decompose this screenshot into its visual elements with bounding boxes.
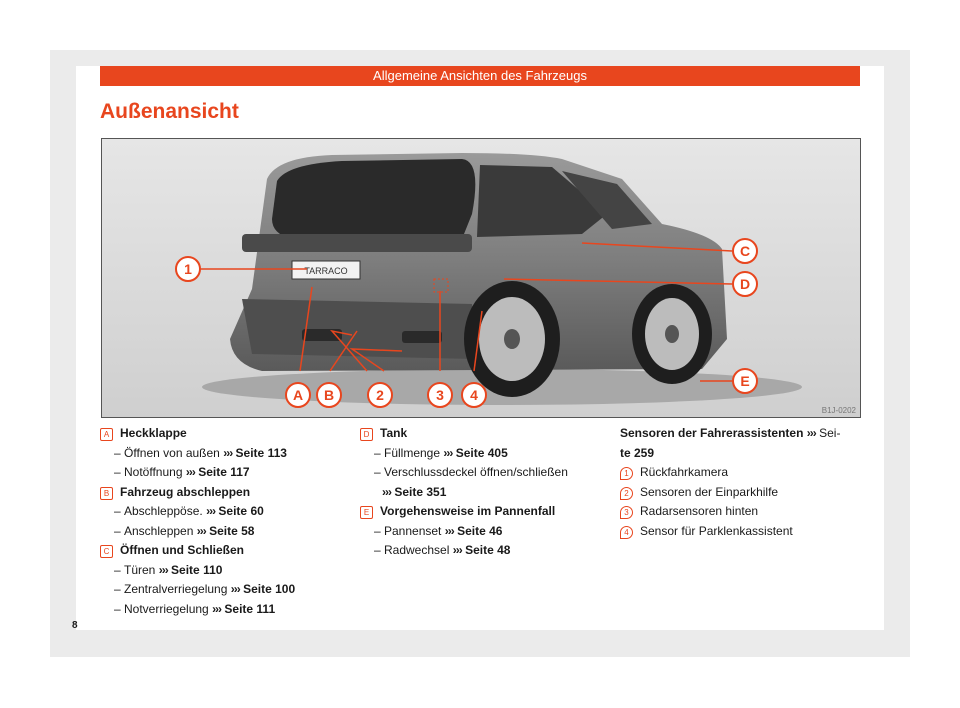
- legend-heading: Heckklappe: [120, 426, 187, 440]
- legend-item: – Zentralverriegelung ››› Seite 100: [114, 582, 296, 596]
- legend-heading: Öffnen und Schließen: [120, 543, 245, 557]
- legend-item: – Radwechsel ››› Seite 48: [374, 543, 511, 557]
- callout-C: [733, 239, 757, 263]
- page-reference-link[interactable]: Seite 405: [455, 445, 508, 460]
- legend-column-3: [620, 424, 860, 541]
- sensor-item: 3 Radarsensoren hinten: [620, 502, 860, 522]
- sensor-number: 1: [620, 467, 633, 480]
- badge-d: D: [360, 428, 373, 441]
- legend-item: – Türen ››› Seite 110: [114, 562, 223, 577]
- rear-window: [272, 159, 475, 239]
- svg-text:D: D: [739, 276, 751, 292]
- legend-item: – Füllmenge ››› Seite 405: [374, 445, 508, 460]
- page-reference-link[interactable]: Seite 113: [235, 445, 287, 460]
- sensor-number: 2: [620, 487, 633, 500]
- page-reference-link[interactable]: Seite 46: [457, 523, 503, 538]
- legend-item: – Notöffnung ››› Seite 117: [114, 465, 250, 479]
- svg-text:4: 4: [470, 387, 478, 403]
- badge-c: C: [100, 545, 113, 558]
- page-reference-link[interactable]: Seite 58: [209, 523, 255, 538]
- sensor-item: 4 Sensor für Parklenkassistent: [620, 522, 860, 542]
- legend-item: – Abschleppöse. ››› Seite 60: [114, 504, 264, 518]
- legend-item: – Öffnen von außen ››› Seite 113: [114, 445, 287, 460]
- sensor-number: 4: [620, 526, 633, 539]
- legend-heading: Vorgehensweise im Pannenfall: [380, 504, 556, 518]
- legend-entry-e: [360, 502, 595, 522]
- car-illustration: [102, 139, 860, 417]
- legend-item: – Notverriegelung ››› Seite 111: [114, 601, 276, 616]
- page-reference-link[interactable]: Seite 117: [198, 465, 250, 479]
- plate-text: TARRACO: [304, 266, 348, 276]
- callout-E: [733, 369, 757, 393]
- callout-1: [176, 257, 200, 281]
- svg-text:3: 3: [436, 387, 444, 403]
- svg-text:E: E: [740, 373, 750, 389]
- page-reference-link[interactable]: Seite 111: [224, 601, 276, 616]
- svg-text:A: A: [292, 387, 304, 403]
- badge-a: A: [100, 428, 113, 441]
- page-reference-link[interactable]: Seite 100: [243, 582, 296, 596]
- legend-heading: Tank: [380, 426, 408, 440]
- badge-b: B: [100, 487, 113, 500]
- sensor-item: 1 Rückfahrkamera: [620, 463, 860, 483]
- vehicle-exterior-figure: [101, 138, 861, 418]
- callout-3: [428, 383, 452, 407]
- legend-item: – Pannenset ››› Seite 46: [374, 523, 503, 538]
- page-reference-link[interactable]: Seite 351: [394, 484, 447, 499]
- callout-2: [368, 383, 392, 407]
- page-reference-link[interactable]: Seite 48: [465, 543, 511, 557]
- legend-column-2: [360, 424, 595, 561]
- sensors-heading: Sensoren der Fahrerassistenten ››› Sei- te 259: [620, 426, 841, 460]
- callout-B: [317, 383, 341, 407]
- legend-column-1: [100, 424, 340, 619]
- exhaust-right: [402, 331, 442, 343]
- page-number: 8: [72, 620, 78, 631]
- legend-item: – Anschleppen ››› Seite 58: [114, 523, 255, 538]
- callout-D: [733, 272, 757, 296]
- page-reference-link[interactable]: Seite 110: [171, 562, 223, 577]
- page-reference-link[interactable]: Sei-: [819, 426, 841, 440]
- legend-item: – Verschlussdeckel öffnen/schließen ››› Seite 351: [374, 465, 568, 499]
- sensor-number: 3: [620, 506, 633, 519]
- tail-light-bar: [242, 234, 472, 252]
- page-title: Außenansicht: [100, 100, 239, 123]
- callout-4: [462, 383, 486, 407]
- svg-text:C: C: [739, 243, 751, 259]
- svg-text:B: B: [323, 387, 335, 403]
- sensor-item: 2 Sensoren der Einparkhilfe: [620, 483, 860, 503]
- figure-id: B1J-0202: [821, 406, 856, 415]
- front-wheel: [632, 284, 712, 384]
- legend-heading: Fahrzeug abschleppen: [120, 484, 251, 499]
- legend-entry-b: [100, 483, 340, 503]
- page-reference-link[interactable]: Seite 60: [218, 504, 264, 518]
- rear-bumper: [242, 299, 474, 359]
- svg-text:2: 2: [376, 387, 384, 403]
- legend-entry-c: [100, 541, 340, 561]
- page-reference-link[interactable]: te 259: [620, 445, 655, 460]
- callout-A: [286, 383, 310, 407]
- legend-entry-a: [100, 424, 340, 444]
- badge-e: E: [360, 506, 373, 519]
- svg-text:1: 1: [184, 261, 192, 277]
- legend-entry-d: [360, 424, 595, 444]
- chapter-header-bar: Allgemeine Ansichten des Fahrzeugs: [100, 66, 860, 86]
